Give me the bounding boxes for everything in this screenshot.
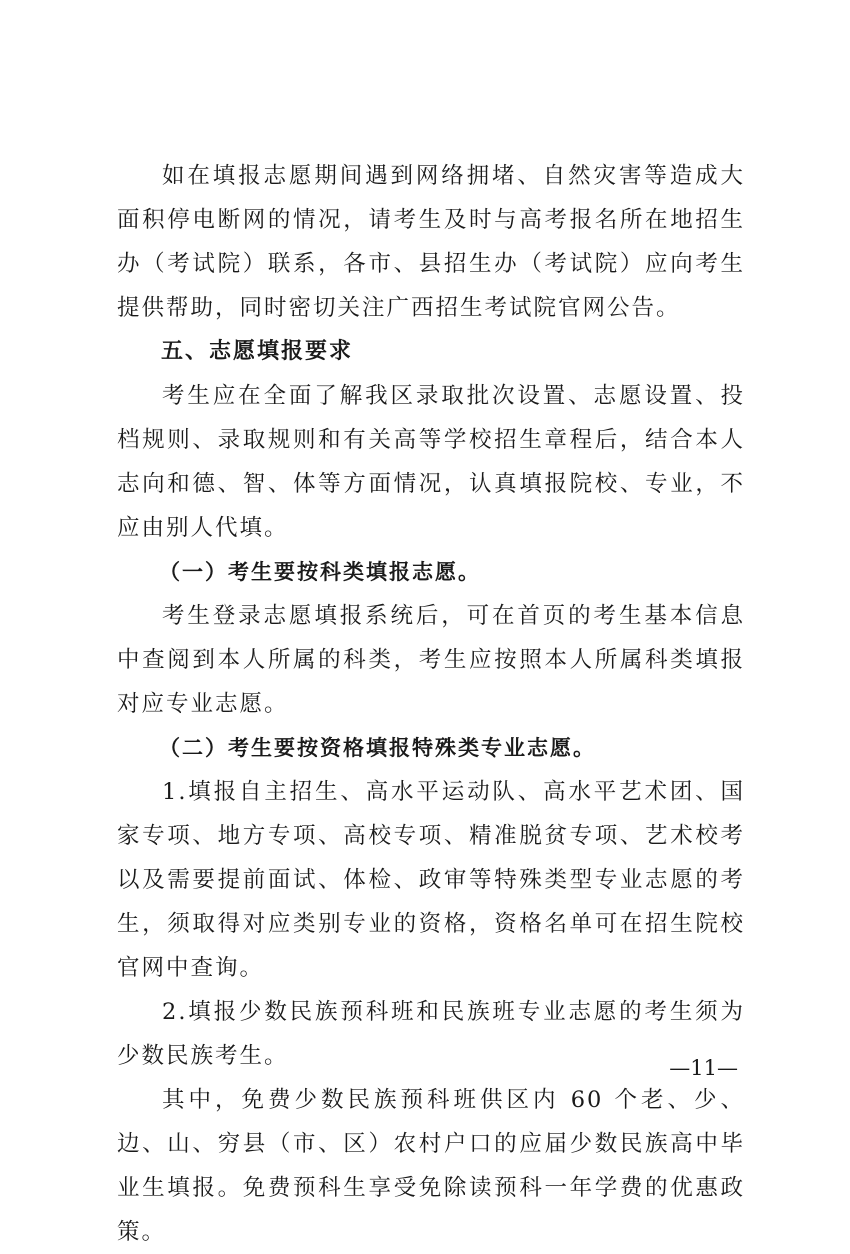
section-heading-5: 五、志愿填报要求 [161,339,354,364]
paragraph-free-preparatory: 其中，免费少数民族预科班供区内 60 个老、少、边、山、穷县（市、区）农村户口的应届少数民族高中毕业生填报。免费预科生享受免除读预科一年学费的优惠政策。 [117,1087,745,1245]
paragraph-requirements-intro: 考生应在全面了解我区录取批次设置、志愿设置、投档规则、录取规则和有关高等学校招生章程后，结合本人志向和德、智、体等方面情况，认真填报院校、专业，不应由别人代填。 [117,383,745,541]
paragraph-category: 考生登录志愿填报系统后，可在首页的考生基本信息中查阅到本人所属的科类，考生应按照本人所属科类填报对应专业志愿。 [117,603,745,717]
paragraph-item-2: 2.填报少数民族预科班和民族班专业志愿的考生须为少数民族考生。 [117,999,745,1069]
subheading-1: （一）考生要按科类填报志愿。 [159,559,481,584]
subheading-2: （二）考生要按资格填报特殊类专业志愿。 [159,735,596,760]
paragraph-item-1: 1.填报自主招生、高水平运动队、高水平艺术团、国家专项、地方专项、高校专项、精准脱贫专项、艺术校考以及需要提前面试、体检、政审等特殊类型专业志愿的考生，须取得对应类别专业的资格，资格名单可在招生院校官网中查询。 [117,779,745,981]
page-number: —11— [669,1056,738,1080]
document-body [117,154,745,1254]
paragraph-network-outage: 如在填报志愿期间遇到网络拥堵、自然灾害等造成大面积停电断网的情况，请考生及时与高考报名所在地招生办（考试院）联系，各市、县招生办（考试院）应向考生提供帮助，同时密切关注广西招生考试院官网公告。 [117,163,745,321]
